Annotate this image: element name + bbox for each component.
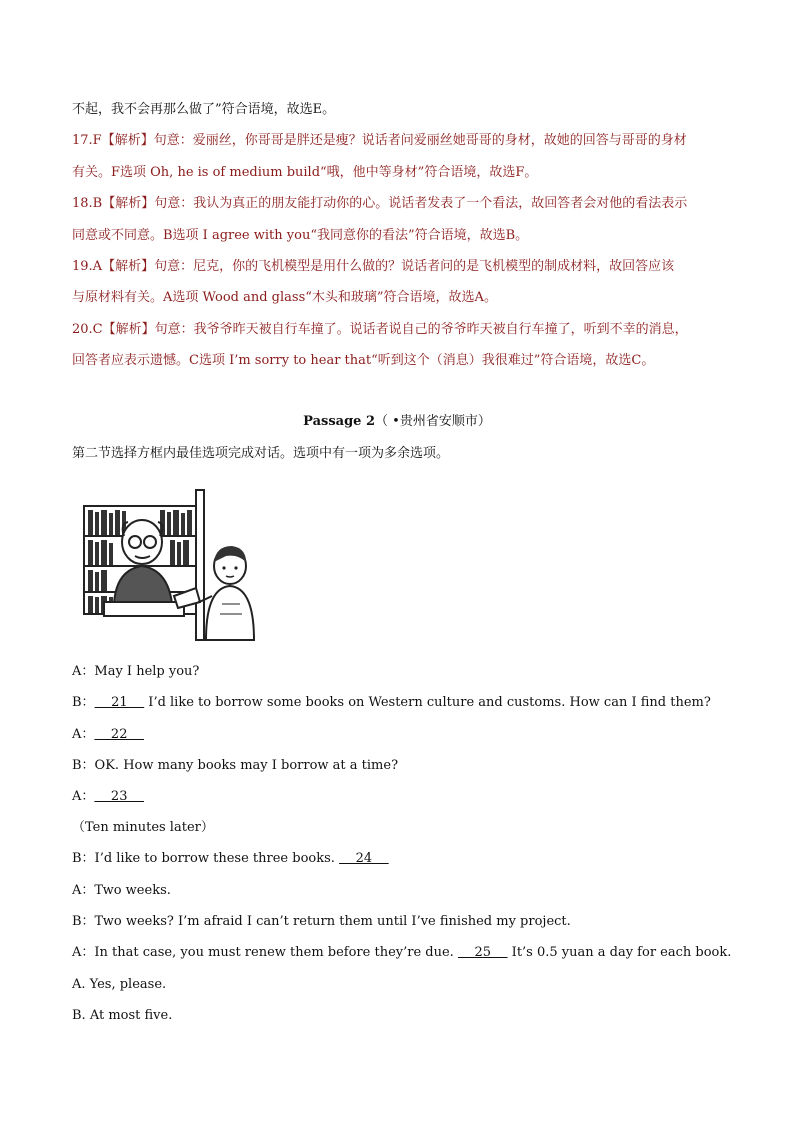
explanation-line: 17.F【解析】句意：爱丽丝，你哥哥是胖还是瘦？说话者问爱丽丝她哥哥的身材，故她的回答与哥哥的身材 [72, 133, 687, 148]
blank-24: 24 [339, 851, 389, 866]
option-item: A. Yes, please. [72, 977, 167, 992]
dialogue-text: It’s 0.5 yuan a day for each book. [507, 945, 732, 960]
explanation-line: 有关。F选项 Oh, he is of medium build“哦，他中等身材”符合语境，故选F。 [72, 165, 538, 180]
passage-instruction: 第二节选择方框内最佳选项完成对话。选项中有一项为多余选项。 [72, 446, 450, 461]
passage-name: Passage 2 [303, 414, 376, 429]
dialogue-line [72, 695, 711, 711]
dialogue-line: （Ten minutes later） [72, 820, 214, 835]
explanation-line: 回答者应表示遗憾。C选项 I’m sorry to hear that“听到这个（消息）我很难过”符合语境，故选C。 [72, 353, 655, 368]
dialogue-line [72, 945, 731, 961]
dialogue-line [72, 727, 144, 743]
speaker: A： [72, 727, 95, 742]
dialogue-text: A：In that case, you must renew them before they’re due. [72, 945, 458, 960]
explanation-line: 20.C【解析】句意：我爷爷昨天被自行车撞了。说话者说自己的爷爷昨天被自行车撞了，听到不幸的消息， [72, 322, 688, 337]
passage-title [0, 414, 794, 430]
dialogue-line: B：OK. How many books may I borrow at a time? [72, 758, 399, 773]
blank-23: 23 [94, 789, 144, 804]
explanation-line: 18.B【解析】句意：我认为真正的朋友能打动你的心。说话者发表了一个看法，故回答者会对他的看法表示 [72, 196, 688, 211]
library-illustration [80, 484, 270, 646]
option-item: B. At most five. [72, 1008, 173, 1023]
explanation-line: 不起，我不会再那么做了”符合语境，故选E。 [72, 102, 336, 117]
speaker: A： [72, 789, 95, 804]
explanation-line: 与原材料有关。A选项 Wood and glass“木头和玻璃”符合语境，故选A。 [72, 290, 497, 305]
speaker: B： [72, 695, 95, 710]
blank-25: 25 [457, 945, 508, 960]
explanation-line: 19.A【解析】句意：尼克，你的飞机模型是用什么做的？说话者问的是飞机模型的制成材料，故回答应该 [72, 259, 675, 274]
dialogue-text: B：I’d like to borrow these three books. [72, 851, 340, 866]
dialogue-line: B：Two weeks? I’m afraid I can’t return them until I’ve finished my project. [72, 914, 571, 929]
dialogue-line: A：May I help you? [72, 664, 200, 679]
dialogue-line [72, 789, 144, 805]
blank-22: 22 [94, 727, 144, 742]
explanation-line: 同意或不同意。B选项 I agree with you“我同意你的看法”符合语境，故选B。 [72, 228, 529, 243]
dialogue-line: A：Two weeks. [72, 883, 171, 898]
dialogue-line [72, 851, 389, 867]
passage-source: （ •贵州省安顺市） [375, 414, 491, 429]
dialogue-text: I’d like to borrow some books on Western culture and customs. How can I find them? [144, 695, 711, 710]
blank-21: 21 [94, 695, 145, 710]
